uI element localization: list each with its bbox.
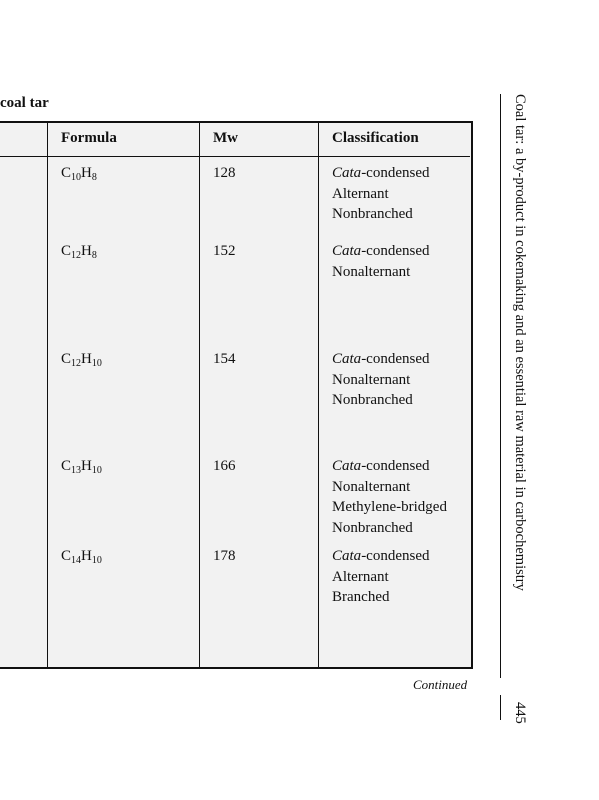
cell-classification [332,241,430,282]
formula-carbon-count: 10 [71,172,82,183]
cell-mw: 166 [213,458,236,474]
vertical-rule [500,94,501,678]
cell-formula [61,546,102,569]
cell-classification [332,546,430,608]
formula-carbon: C [61,458,72,474]
formula-hydrogen: H [81,243,92,259]
classification-line: Nonbranched [332,206,413,222]
formula-hydrogen-count: 10 [91,465,102,476]
classification-line: Cata-condensed [332,351,430,367]
formula-carbon: C [61,351,72,367]
classification-line: Alternant [332,568,389,585]
page-number-text: 445 [512,702,528,724]
formula-hydrogen-count: 10 [91,358,102,369]
cell-formula [61,456,102,479]
header-classification: Classification [332,130,419,146]
cell-formula [61,241,97,264]
column-divider [318,123,319,667]
header-rule [0,156,470,157]
classification-line: Cata-condensed [332,165,430,181]
header-formula: Formula [61,130,117,146]
continued-note: Continued [413,677,468,692]
cell-classification [332,349,430,411]
formula-carbon: C [61,548,72,564]
cell-mw: 154 [213,351,236,367]
cell-classification [332,163,430,225]
formula-carbon: C [61,243,72,259]
cell-classification [332,456,447,538]
classification-line: Nonalternant [332,263,411,280]
formula-carbon-count: 12 [71,250,82,261]
italic-prefix: Cata [332,548,362,564]
running-head [508,94,528,604]
classification-line: Cata-condensed [332,243,430,259]
page-number [508,702,528,732]
formula-hydrogen: H [81,548,92,564]
cell-mw: 152 [213,243,236,259]
classification-line: Nonalternant [332,478,411,495]
cell-formula [61,163,97,186]
formula-hydrogen: H [81,458,92,474]
classification-line: Nonalternant [332,371,411,388]
italic-prefix: Cata [332,243,362,259]
table-caption: coal tar [0,95,49,111]
column-divider [199,123,200,667]
classification-line: Nonbranched [332,392,413,408]
classification-line: Branched [332,589,390,605]
formula-carbon: C [61,165,72,181]
running-head-text: Coal tar: a by-product in cokemaking and an essential raw material in carbochemistry [512,94,528,591]
classification-line: Cata-condensed [332,458,430,474]
formula-hydrogen: H [81,165,92,181]
italic-prefix: Cata [332,351,362,367]
formula-carbon-count: 12 [71,358,82,369]
header-mw: Mw [213,130,238,146]
formula-hydrogen: H [81,351,92,367]
formula-carbon-count: 13 [71,465,82,476]
italic-prefix: Cata [332,458,362,474]
cell-mw: 128 [213,165,236,181]
classification-line: Cata-condensed [332,548,430,564]
cell-formula [61,349,102,372]
formula-hydrogen-count: 8 [91,250,97,261]
data-table [0,121,473,669]
formula-hydrogen-count: 10 [91,555,102,566]
italic-prefix: Cata [332,165,362,181]
classification-line: Nonbranched [332,519,413,536]
folio-rule [500,695,501,720]
formula-carbon-count: 14 [71,555,82,566]
cell-mw: 178 [213,548,236,564]
classification-line: Alternant [332,185,389,202]
column-divider [47,123,48,667]
classification-line: Methylene-bridged [332,499,447,515]
formula-hydrogen-count: 8 [91,172,97,183]
